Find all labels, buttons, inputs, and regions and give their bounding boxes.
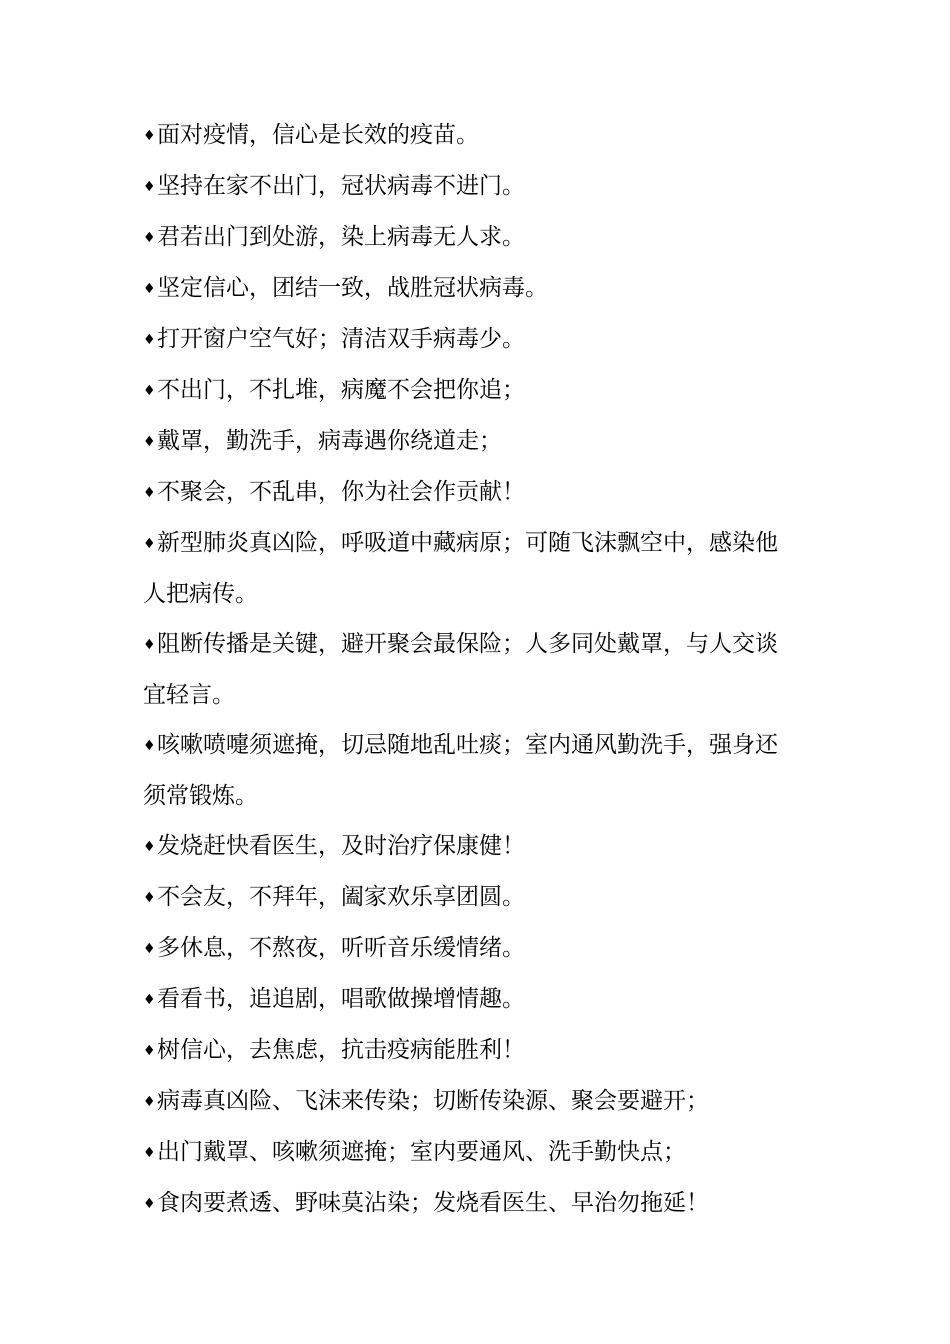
diamond-bullet-icon: ♦ [143, 1145, 156, 1161]
paragraph-5 [143, 314, 798, 365]
paragraph-15 [143, 974, 798, 1025]
paragraph-text: 食肉要煮透、野味莫沾染；发烧看医生、早治勿拖延！ [157, 1190, 709, 1216]
diamond-bullet-icon: ♦ [143, 485, 156, 501]
diamond-bullet-icon: ♦ [143, 434, 156, 450]
paragraph-13 [143, 872, 798, 923]
paragraph-11 [143, 720, 798, 821]
paragraph-text: 坚持在家不出门，冠状病毒不进门。 [157, 173, 525, 199]
paragraph-8 [143, 467, 798, 518]
paragraph-text: 看看书，追追剧，唱歌做操增情趣。 [157, 986, 525, 1012]
paragraph-2 [143, 161, 798, 212]
paragraph-text: 坚定信心，团结一致，战胜冠状病毒。 [157, 275, 548, 301]
diamond-bullet-icon: ♦ [143, 839, 156, 855]
paragraph-7 [143, 416, 798, 467]
diamond-bullet-icon: ♦ [143, 1196, 156, 1212]
paragraph-17 [143, 1076, 798, 1127]
paragraph-16 [143, 1025, 798, 1076]
paragraph-text: 发烧赶快看医生，及时治疗保康健！ [157, 833, 525, 859]
diamond-bullet-icon: ♦ [143, 281, 156, 297]
paragraph-4 [143, 263, 798, 314]
paragraph-10 [143, 619, 798, 720]
paragraph-19 [143, 1178, 798, 1229]
paragraph-text: 树信心，去焦虑，抗击疫病能胜利！ [157, 1037, 525, 1063]
paragraph-text: 不会友，不拜年，阖家欢乐享团圆。 [157, 884, 525, 910]
paragraph-18 [143, 1127, 798, 1178]
paragraph-text: 病毒真凶险、飞沫来传染；切断传染源、聚会要避开； [157, 1088, 709, 1114]
diamond-bullet-icon: ♦ [143, 1094, 156, 1110]
diamond-bullet-icon: ♦ [143, 128, 156, 144]
paragraph-14 [143, 923, 798, 974]
diamond-bullet-icon: ♦ [143, 738, 156, 754]
document-body [143, 110, 798, 1229]
paragraph-text: 新型肺炎真凶险，呼吸道中藏病原；可随飞沫飘空中，感染他人把病传。 [143, 530, 778, 607]
diamond-bullet-icon: ♦ [143, 992, 156, 1008]
diamond-bullet-icon: ♦ [143, 383, 156, 399]
paragraph-text: 阻断传播是关键，避开聚会最保险；人多同处戴罩，与人交谈宜轻言。 [143, 631, 778, 708]
paragraph-text: 戴罩，勤洗手，病毒遇你绕道走； [157, 428, 502, 454]
diamond-bullet-icon: ♦ [143, 890, 156, 906]
paragraph-3 [143, 212, 798, 263]
diamond-bullet-icon: ♦ [143, 332, 156, 348]
paragraph-text: 不聚会，不乱串，你为社会作贡献！ [157, 479, 525, 505]
diamond-bullet-icon: ♦ [143, 941, 156, 957]
diamond-bullet-icon: ♦ [143, 536, 156, 552]
diamond-bullet-icon: ♦ [143, 179, 156, 195]
diamond-bullet-icon: ♦ [143, 637, 156, 653]
paragraph-text: 打开窗户空气好；清洁双手病毒少。 [157, 326, 525, 352]
paragraph-text: 咳嗽喷嚏须遮掩，切忌随地乱吐痰；室内通风勤洗手，强身还须常锻炼。 [143, 732, 778, 809]
paragraph-text: 不出门，不扎堆，病魔不会把你追； [157, 377, 525, 403]
diamond-bullet-icon: ♦ [143, 230, 156, 246]
paragraph-9 [143, 518, 798, 619]
paragraph-12 [143, 821, 798, 872]
paragraph-text: 出门戴罩、咳嗽须遮掩；室内要通风、洗手勤快点； [157, 1139, 686, 1165]
paragraph-text: 多休息，不熬夜，听听音乐缓情绪。 [157, 935, 525, 961]
paragraph-text: 君若出门到处游，染上病毒无人求。 [157, 224, 525, 250]
paragraph-text: 面对疫情，信心是长效的疫苗。 [157, 122, 479, 148]
paragraph-1 [143, 110, 798, 161]
paragraph-6 [143, 365, 798, 416]
diamond-bullet-icon: ♦ [143, 1043, 156, 1059]
